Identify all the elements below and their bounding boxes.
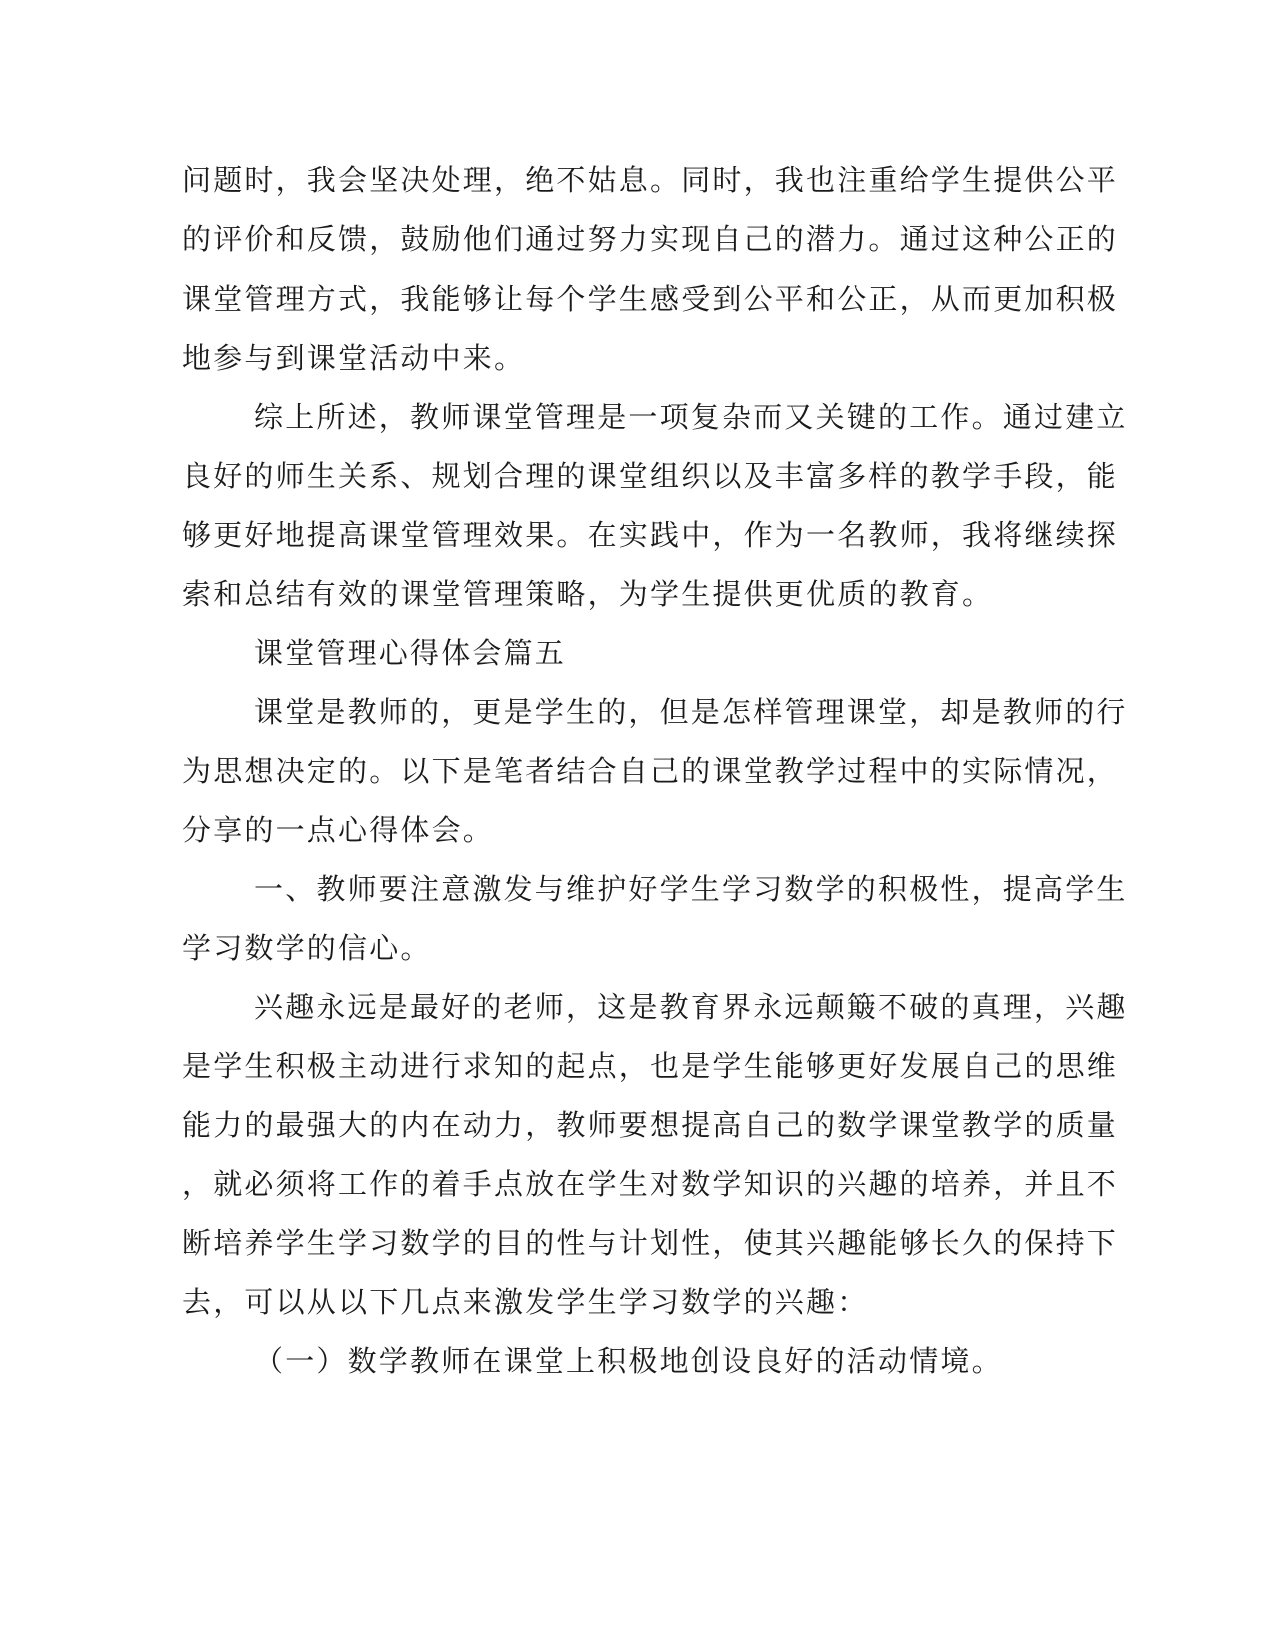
text-line: 去，可以从以下几点来激发学生学习数学的兴趣： — [182, 1285, 869, 1319]
text-line: 地参与到课堂活动中来。 — [182, 341, 526, 375]
text-line: （一）数学教师在课堂上积极地创设良好的活动情境。 — [254, 1344, 1003, 1378]
text-line: ，就必须将工作的着手点放在学生对数学知识的兴趣的培养，并且不 — [182, 1167, 1119, 1201]
text-line: 分享的一点心得体会。 — [182, 813, 495, 847]
text-line: 为思想决定的。以下是笔者结合自己的课堂教学过程中的实际情况， — [182, 754, 1119, 788]
text-line: 问题时，我会坚决处理，绝不姑息。同时，我也注重给学生提供公平 — [182, 163, 1119, 197]
text-line: 综上所述，教师课堂管理是一项复杂而又关键的工作。通过建立 — [254, 400, 1128, 434]
text-line: 断培养学生学习数学的目的性与计划性，使其兴趣能够长久的保持下 — [182, 1226, 1119, 1260]
text-line: 一、教师要注意激发与维护好学生学习数学的积极性，提高学生 — [254, 872, 1128, 906]
section-heading: 课堂管理心得体会篇五 — [254, 636, 567, 670]
text-line: 兴趣永远是最好的老师，这是教育界永远颠簸不破的真理，兴趣 — [254, 990, 1128, 1024]
text-line: 够更好地提高课堂管理效果。在实践中，作为一名教师，我将继续探 — [182, 518, 1119, 552]
text-line: 学习数学的信心。 — [182, 931, 432, 965]
text-line: 是学生积极主动进行求知的起点，也是学生能够更好发展自己的思维 — [182, 1049, 1119, 1083]
text-line: 索和总结有效的课堂管理策略，为学生提供更优质的教育。 — [182, 577, 994, 611]
text-line: 课堂管理方式，我能够让每个学生感受到公平和公正，从而更加积极 — [182, 282, 1119, 316]
text-line: 课堂是教师的，更是学生的，但是怎样管理课堂，却是教师的行 — [254, 695, 1128, 729]
text-line: 的评价和反馈，鼓励他们通过努力实现自己的潜力。通过这种公正的 — [182, 222, 1119, 256]
text-line: 能力的最强大的内在动力，教师要想提高自己的数学课堂教学的质量 — [182, 1108, 1119, 1142]
text-line: 良好的师生关系、规划合理的课堂组织以及丰富多样的教学手段，能 — [182, 459, 1119, 493]
